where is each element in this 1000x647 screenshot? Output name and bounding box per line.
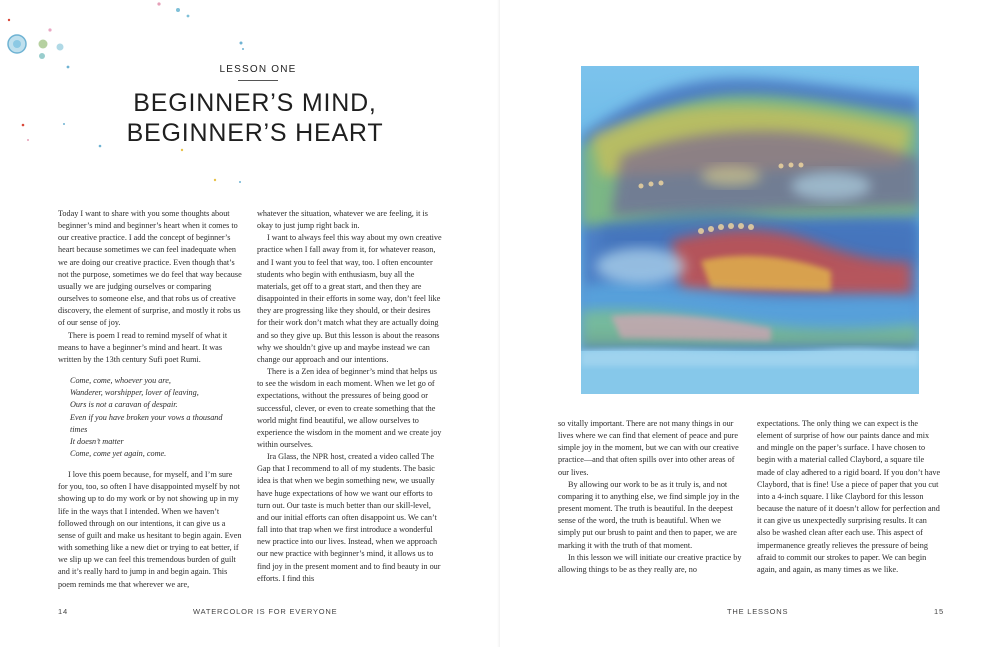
right-column-1 — [558, 418, 743, 576]
left-column-1 — [58, 208, 243, 591]
title-divider — [238, 80, 278, 81]
paragraph: so vitally important. There are not many things in our lives where we can find that element of peace and pure simple joy in the moment, but we can with our creative practice—and that often spills over into other areas of our lives. — [558, 419, 739, 477]
paragraph: There is poem I read to remind myself of what it means to have a beginner’s mind and heart. It was written by the 13th century Sufi poet Rumi. — [58, 330, 228, 364]
paragraph: expectations. The only thing we can expect is the element of surprise of how our paints dance and mix and mingle on the paper’s surface. I have chosen to begin with a material called Claybord, a square tile made of clay adhered to a rigid board. If you don’t have Claybord, that is fine! Use a piece of paper that you cut into a 4-inch square. I like Claybord for this lesson because the nature of it doesn’t allow for perfection and it can give us unexpectedly surprising results. It can also be washed clean after each use. This aspect of impermanence greatly relieves the pressure of being afraid to commit our strokes to paper. We can begin again, and again, as many times as we like. — [757, 419, 941, 574]
paragraph: Today I want to share with you some thoughts about beginner’s mind and beginner’s heart when it comes to our creative practice. I add the concept of beginner’s heart because sometimes we can feel inadequate when we are doing our creative practice. Even though that’s not the purpose, sometimes we do feel that way because usually we are judging ourselves or comparing ourselves to someone else, and that robs us of creative discovery, the element of surprise, and mostly it robs us of our sense of joy. — [58, 209, 242, 328]
painting-art — [581, 66, 919, 394]
left-column-2 — [257, 208, 442, 585]
running-footer-left: WATERCOLOR IS FOR EVERYONE — [193, 607, 338, 616]
poem-line: Come, come, whoever you are, — [70, 376, 171, 386]
paragraph: I love this poem because, for myself, and I’m sure for you, too, so often I have disappointed myself by not showing up to do my work or by not showing up in my life in the ways that I intended. When we haven’t followed through on our intentions, it can give us a sense of guilt and make us hesitant to begin again. Even with something like a new diet or trying to eat better, if we slip up we can feel this tremendous burden of guilt and it’s really hard to jump in and begin again. This poem reminds me that wherever we are, — [58, 470, 242, 589]
running-footer-right: THE LESSONS — [727, 607, 789, 616]
page-number-left: 14 — [58, 607, 68, 616]
paragraph: I want to always feel this way about my own creative practice when I fall away from it, for whatever reason, and I want you to feel that way, too. I often encounter students who begin with enthusiasm, buy all the materials, get off to a great start, and then they are disappointed in their efforts in some way, don’t feel like they are progressing like they should, or their desires for their work don’t match what they are actually doing and so they give up. But this lesson is about the reasons why we shouldn’t give up and maybe instead we can change our approach and our intentions. — [257, 233, 442, 364]
poem-line: It doesn’t matter — [70, 436, 124, 446]
poem-line: times — [70, 424, 88, 434]
poem-line: Even if you have broken your vows a thousand — [70, 412, 223, 422]
poem-line: Ours is not a caravan of despair. — [70, 400, 178, 410]
lesson-title — [70, 88, 440, 148]
right-page — [500, 0, 1000, 647]
rumi-poem — [70, 375, 243, 460]
paragraph: There is a Zen idea of beginner’s mind that helps us to see the wisdom in each moment. When we let go of expectations, without the pressures of being good or successful, clever, or even to create something that the world might find beautiful, we allow ourselves to experience the wisdom in the moment and we create joy within ourselves. — [257, 367, 442, 449]
paragraph: whatever the situation, whatever we are feeling, it is okay to just jump right back in. — [257, 209, 428, 231]
page-number-right: 15 — [934, 607, 944, 616]
paragraph: By allowing our work to be as it truly is, and not comparing it to anything else, we find simple joy in the present moment. The truth is beautiful. In the deepest sense of the word, the truth is beautiful. When we simply put our brush to paint and then to paper, we are marking it with the truth of that moment. — [558, 479, 740, 550]
poem-line: Wanderer, worshipper, lover of leaving, — [70, 388, 199, 398]
lesson-title-line-1: BEGINNER’S MIND, — [133, 89, 377, 117]
watercolor-painting-image — [581, 66, 919, 394]
poem-line: Come, come yet again, come. — [70, 448, 167, 458]
paragraph: In this lesson we will initiate our creative practice by allowing things to be as they really are, no — [558, 552, 742, 574]
lesson-title-line-2: BEGINNER’S HEART — [126, 119, 384, 147]
lesson-label: LESSON ONE — [219, 64, 297, 75]
right-column-2 — [757, 418, 942, 576]
paragraph: Ira Glass, the NPR host, created a video called The Gap that I recommend to all of my students. The basic idea is that when we begin something new, we usually have huge expectations of how we want our efforts to turn out. Our taste is much better than our skill-level, and our initial efforts can often disappoint us. We can’t fall into that trap when we first introduce a wonderful new practice into our lives. Instead, when we approach our new practice with beginner’s mind, it allows us to find joy in the present moment and to find beauty in our efforts. I find this — [257, 452, 441, 583]
